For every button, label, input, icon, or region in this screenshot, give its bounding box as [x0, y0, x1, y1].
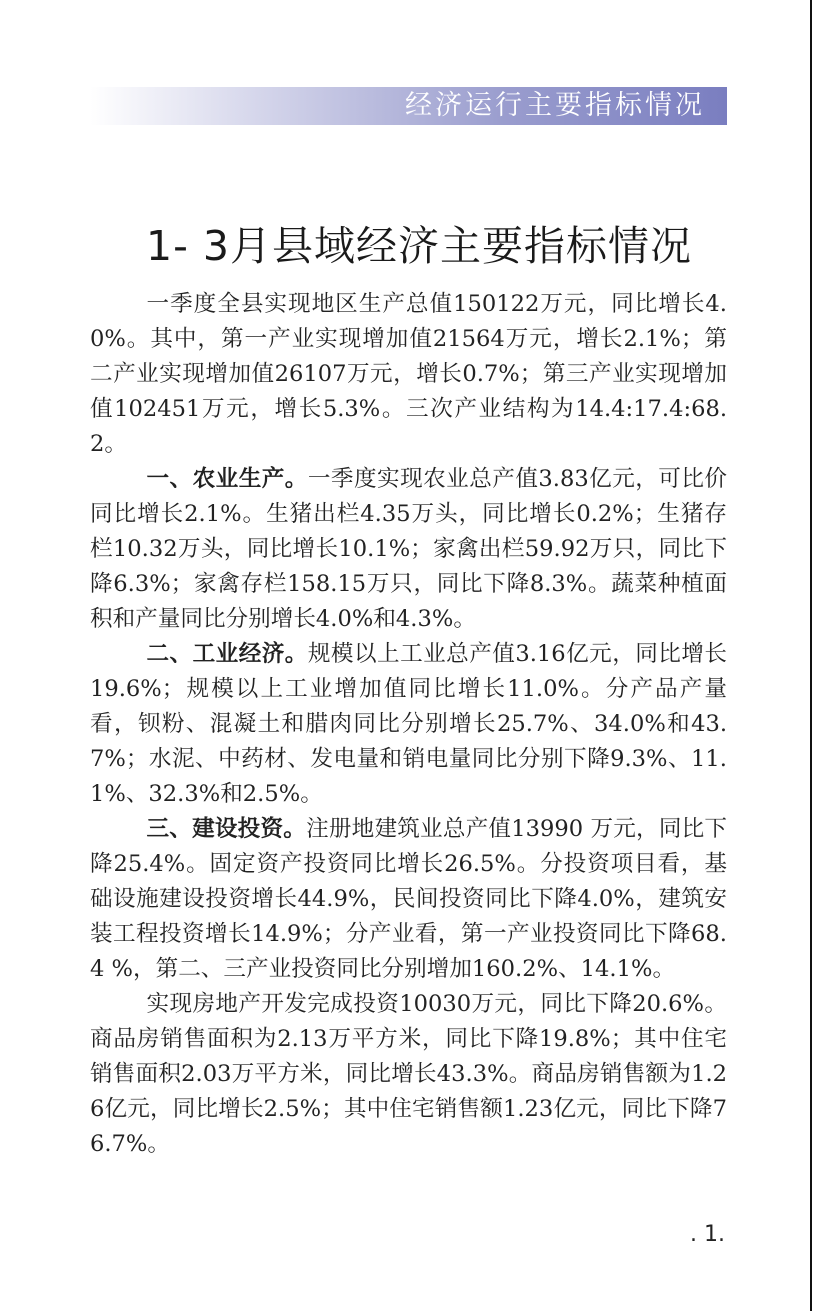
page-number: . 1.: [690, 1222, 725, 1247]
paragraph-summary: [90, 287, 727, 462]
section-banner: [90, 87, 727, 125]
article-body: [90, 287, 727, 1162]
page-edge-rule: [810, 0, 812, 1311]
paragraph-industry: [90, 637, 727, 812]
banner-title: 经济运行主要指标情况: [405, 90, 705, 121]
paragraph-text: 一季度全县实现地区生产总值150122万元，同比增长4.0%。其中，第一产业实现增加值21564万元，增长2.1%；第二产业实现增加值26107万元，增长0.7%；第三产业实现增加值102451万元，增长5.3%。三次产业结构为14.4:17.4:68.2。: [90, 291, 727, 457]
paragraph-text: 注册地建筑业总产值13990 万元，同比下降25.4%。固定资产投资同比增长26.5%。分投资项目看，基础设施建设投资增长44.9%，民间投资同比下降4.0%，建筑安装工程投资增长14.9%；分产业看，第一产业投资同比下降68.4 %，第二、三产业投资同比分别增加160.2%、14.1%。: [90, 816, 728, 982]
page-title: 1- 3月县域经济主要指标情况: [146, 222, 692, 270]
paragraph-text: 实现房地产开发完成投资10030万元，同比下降20.6%。商品房销售面积为2.13万平方米，同比下降19.8%；其中住宅销售面积2.03万平方米，同比增长43.3%。商品房销售额为1.26亿元，同比增长2.5%；其中住宅销售额1.23亿元，同比下降76.7%。: [90, 991, 727, 1157]
paragraph-agriculture: [90, 462, 727, 637]
paragraph-investment: [90, 812, 727, 987]
paragraph-real-estate: [90, 987, 727, 1162]
section-heading: 三、建设投资。: [146, 816, 307, 842]
section-heading: 二、工业经济。: [146, 641, 308, 667]
paragraph-text: 规模以上工业总产值3.16亿元，同比增长19.6%；规模以上工业增加值同比增长11.0%。分产品产量看，钡粉、混凝土和腊肉同比分别增长25.7%、34.0%和43.7%；水泥、中药材、发电量和销电量同比分别下降9.3%、11.1%、32.3%和2.5%。: [90, 641, 728, 807]
paragraph-text: 一季度实现农业总产值3.83亿元，可比价同比增长2.1%。生猪出栏4.35万头，同比增长0.2%；生猪存栏10.32万头，同比增长10.1%；家禽出栏59.92万只，同比下降6.3%；家禽存栏158.15万只，同比下降8.3%。蔬菜种植面积和产量同比分别增长4.0%和4.3%。: [90, 466, 728, 632]
section-heading: 一、农业生产。: [146, 466, 308, 492]
